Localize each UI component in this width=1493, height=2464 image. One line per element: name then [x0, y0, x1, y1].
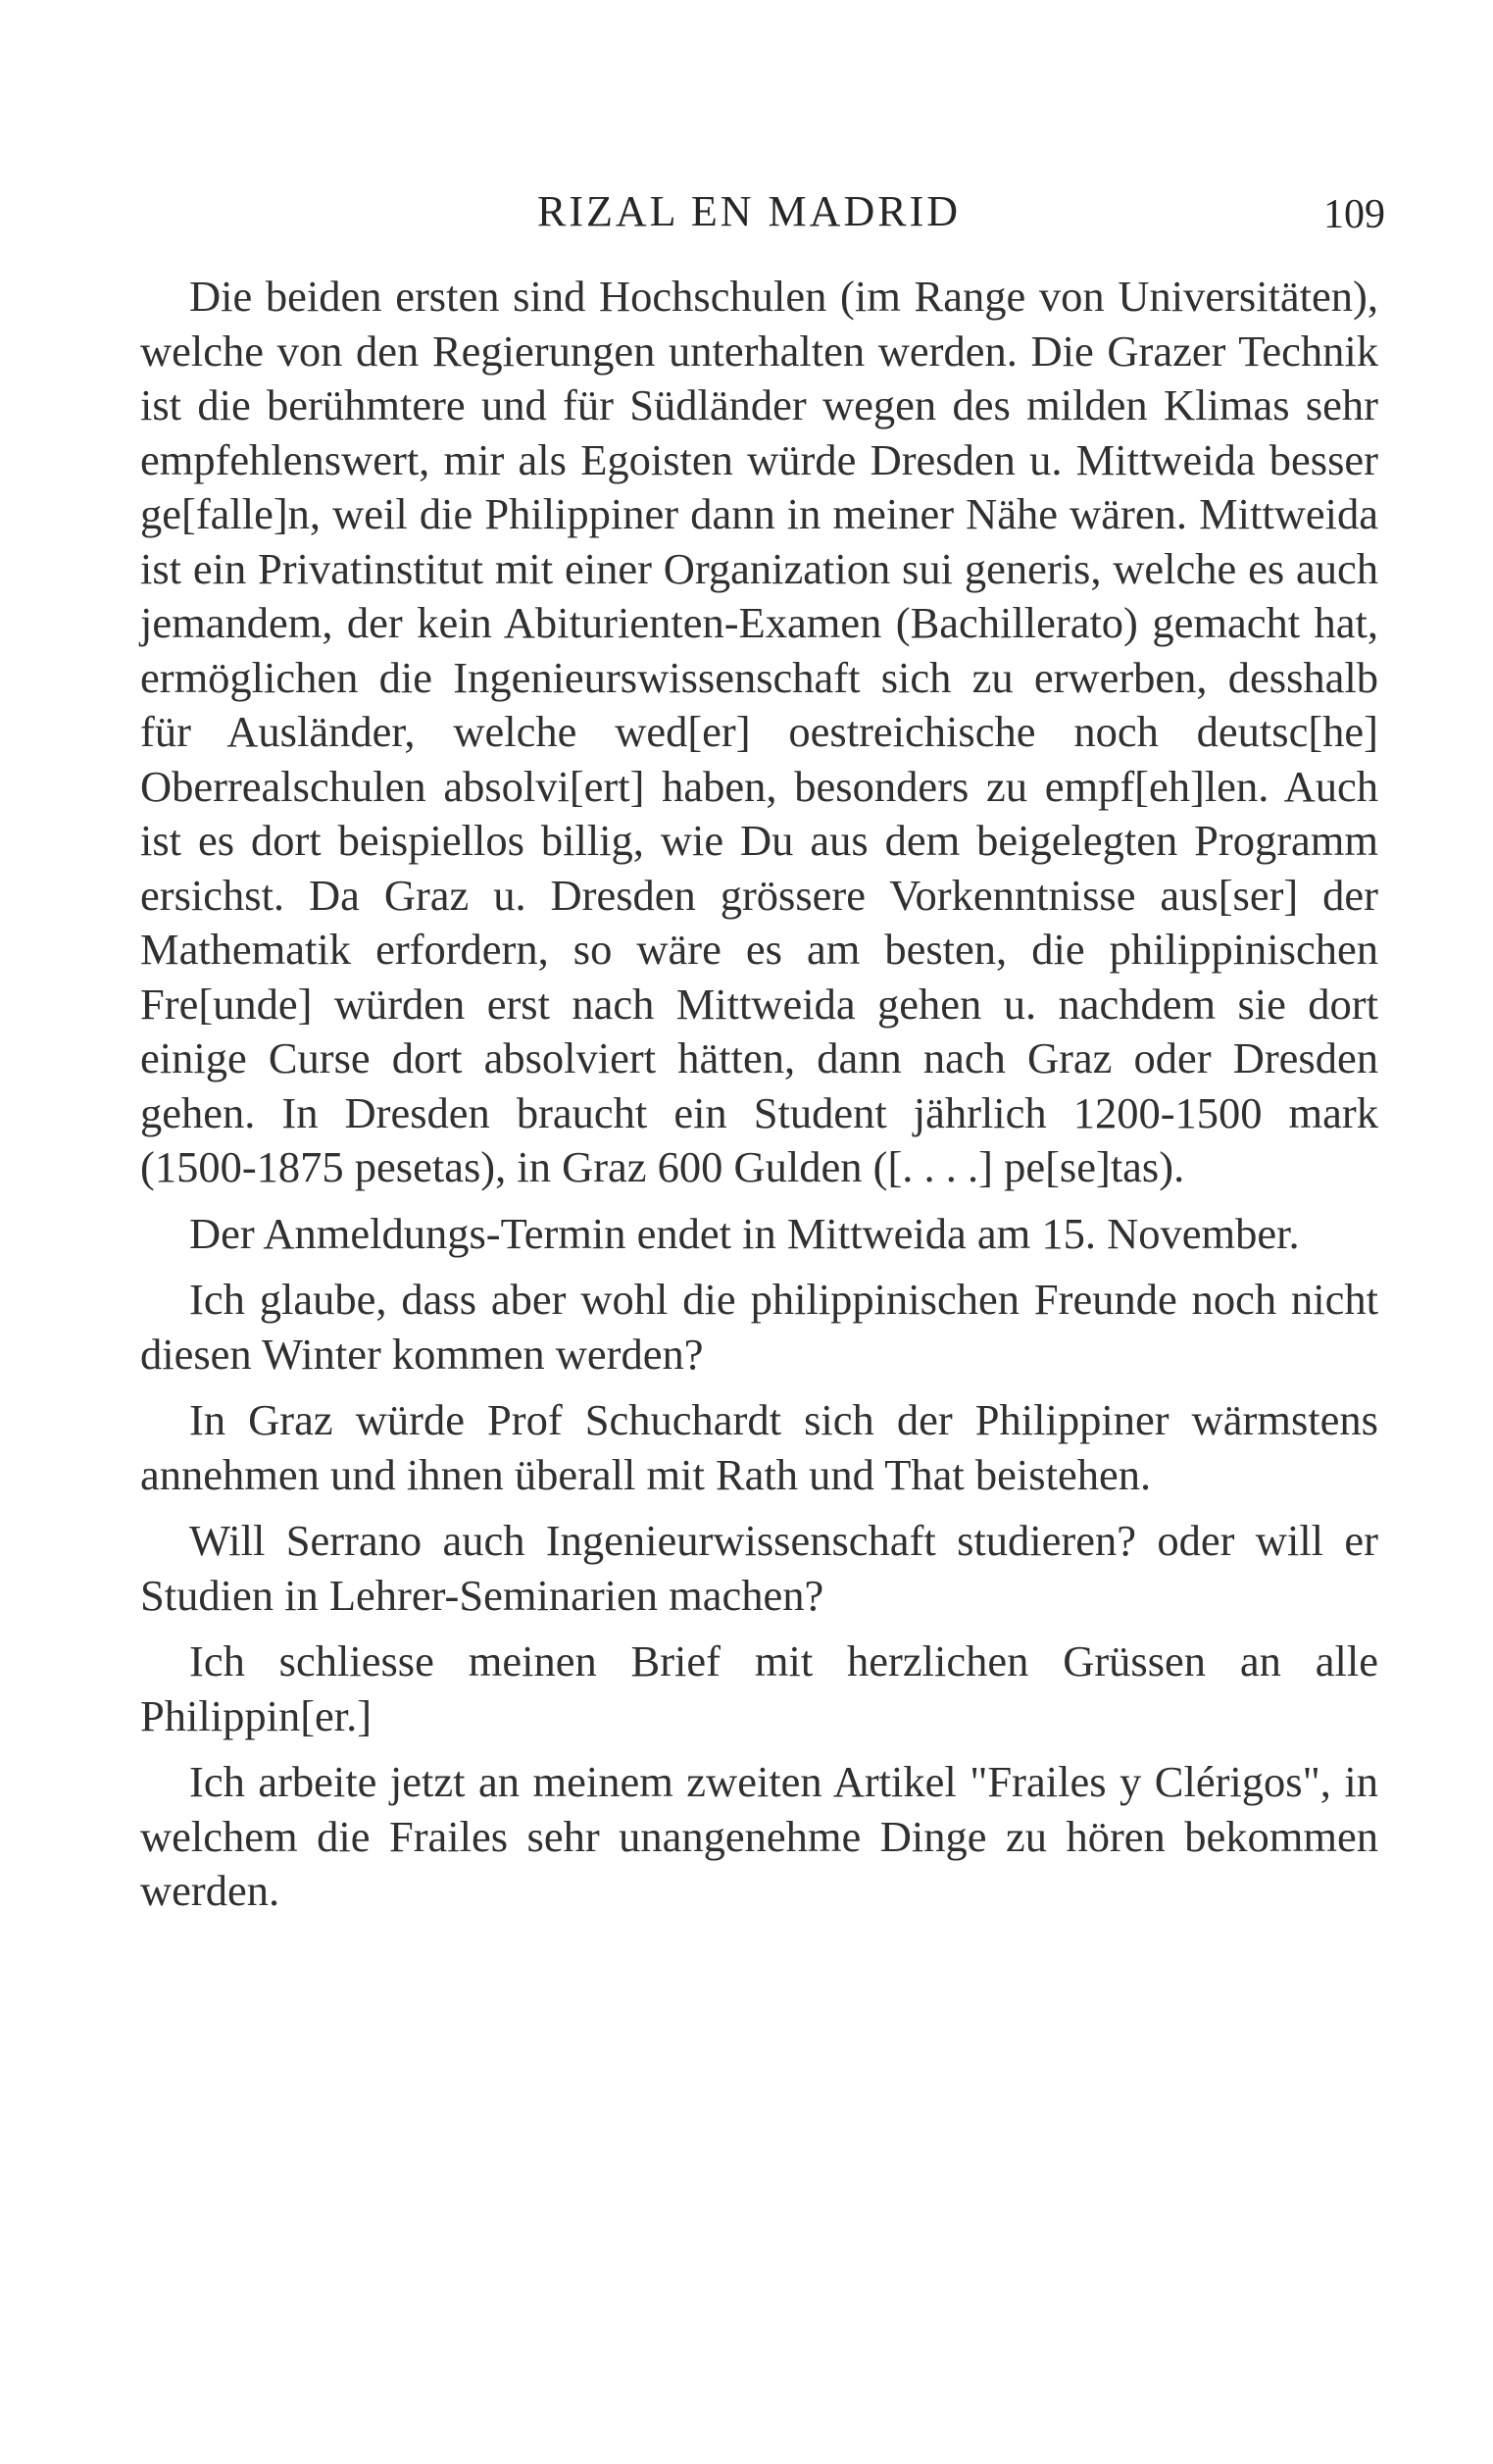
paragraph-4: In Graz würde Prof Schuchardt sich der Philippiner wärmstens annehmen und ihnen überall mit Rath und That beistehen. [140, 1395, 1378, 1499]
paragraph-3: Ich glaube, dass aber wohl die philippinischen Freunde noch nicht diesen Winter kommen werden? [140, 1275, 1378, 1379]
running-head: RIZAL EN MADRID [537, 187, 961, 235]
paragraph-2: Der Anmeldungs-Termin endet in Mittweida am 15. November. [189, 1208, 1300, 1258]
paragraph-7: Ich arbeite jetzt an meinem zweiten Artikel "Frailes y Clérigos", in welchem die Frailes sehr unangenehme Dinge zu hören bekommen werden. [140, 1757, 1378, 1915]
page-number: 109 [1323, 192, 1385, 237]
paragraph-5: Will Serrano auch Ingenieurwissenschaft studieren? oder will er Studien in Lehrer-Seminarien machen? [140, 1516, 1378, 1620]
letter-text [140, 270, 1378, 1919]
paragraph-1: Die beiden ersten sind Hochschulen (im Range von Universitäten), welche von den Regierungen unterhalten werden. Die Grazer Technik ist die berühmtere und für Südländer wegen des milden Klimas sehr empfehlenswert, mir als Egoisten würde Dresden u. Mittweida besser ge[falle]n, weil die Philippiner dann in meiner Nähe wären. Mittweida ist ein Privatinstitut mit einer Organization sui generis, welche es auch jemandem, der kein Abiturienten-Examen (Bachillerato) gemacht hat, ermöglichen die Ingenieurswissenschaft sich zu erwerben, desshalb für Ausländer, welche wed[er] oestreichische noch deutsc[he] Oberrealschulen absolvi[ert] haben, besonders zu empf[eh]len. Auch ist es dort beispiellos billig, wie Du aus dem beigelegten Programm ersichst. Da Graz u. Dresden grössere Vorkenntnisse aus[ser] der Mathematik erfordern, so wäre es am besten, die philippinischen Fre[unde] würden erst nach Mittweida gehen u. nachdem sie dort einige Curse dort absolviert hätten, dann nach Graz oder Dresden gehen. In Dresden braucht ein Student jährlich 1200-1500 mark (1500-1875 pesetas), in Graz 600 Gulden ([. . . .] pe[se]tas). [140, 272, 1378, 1191]
paragraph-6: Ich schliesse meinen Brief mit herzlichen Grüssen an alle Philippin[er.] [140, 1636, 1378, 1740]
